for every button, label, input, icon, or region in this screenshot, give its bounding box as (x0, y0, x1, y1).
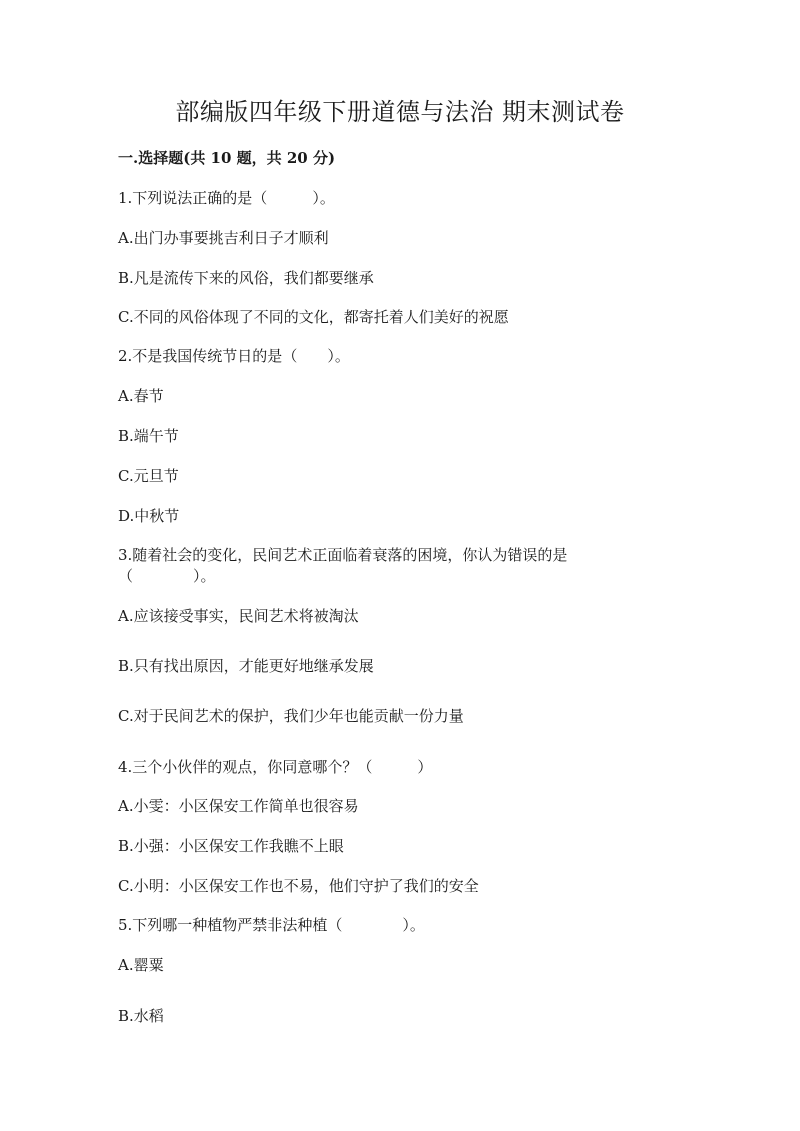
question-3-option-b: B.只有找出原因，才能更好地继承发展 (118, 657, 374, 675)
question-4-option-a: A.小雯：小区保安工作简单也很容易 (118, 797, 359, 815)
question-2-option-b: B.端午节 (118, 427, 179, 445)
question-1-option-a: A.出门办事要挑吉利日子才顺利 (118, 229, 329, 247)
question-5-stem: 5.下列哪一种植物严禁非法种植（ ）。 (118, 916, 425, 934)
question-1-option-c: C.不同的风俗体现了不同的文化，都寄托着人们美好的祝愿 (118, 308, 509, 326)
question-1-option-b: B.凡是流传下来的风俗，我们都要继承 (118, 269, 374, 287)
question-5-option-b: B.水稻 (118, 1007, 164, 1025)
question-3-stem: 3.随着社会的变化，民间艺术正面临着衰落的困境，你认为错误的是（ ）。 (118, 546, 568, 585)
question-4-option-b: B.小强：小区保安工作我瞧不上眼 (118, 837, 344, 855)
question-2-option-c: C.元旦节 (118, 467, 179, 485)
document-title: 部编版四年级下册道德与法治 期末测试卷 (175, 98, 625, 126)
question-2-option-a: A.春节 (118, 387, 164, 405)
question-3-option-a: A.应该接受事实，民间艺术将被淘汰 (118, 607, 359, 625)
question-4-option-c: C.小明：小区保安工作也不易，他们守护了我们的安全 (118, 877, 479, 895)
question-2-option-d: D.中秋节 (118, 507, 180, 525)
question-3-option-c: C.对于民间艺术的保护，我们少年也能贡献一份力量 (118, 707, 464, 725)
question-2-stem: 2.不是我国传统节日的是（ ）。 (118, 347, 350, 365)
question-4-stem: 4.三个小伙伴的观点，你同意哪个？（ ） (118, 758, 433, 776)
question-1-stem: 1.下列说法正确的是（ ）。 (118, 189, 335, 207)
section-heading: 一.选择题(共 10 题，共 20 分) (118, 149, 336, 167)
question-5-option-a: A.罂粟 (118, 956, 164, 974)
